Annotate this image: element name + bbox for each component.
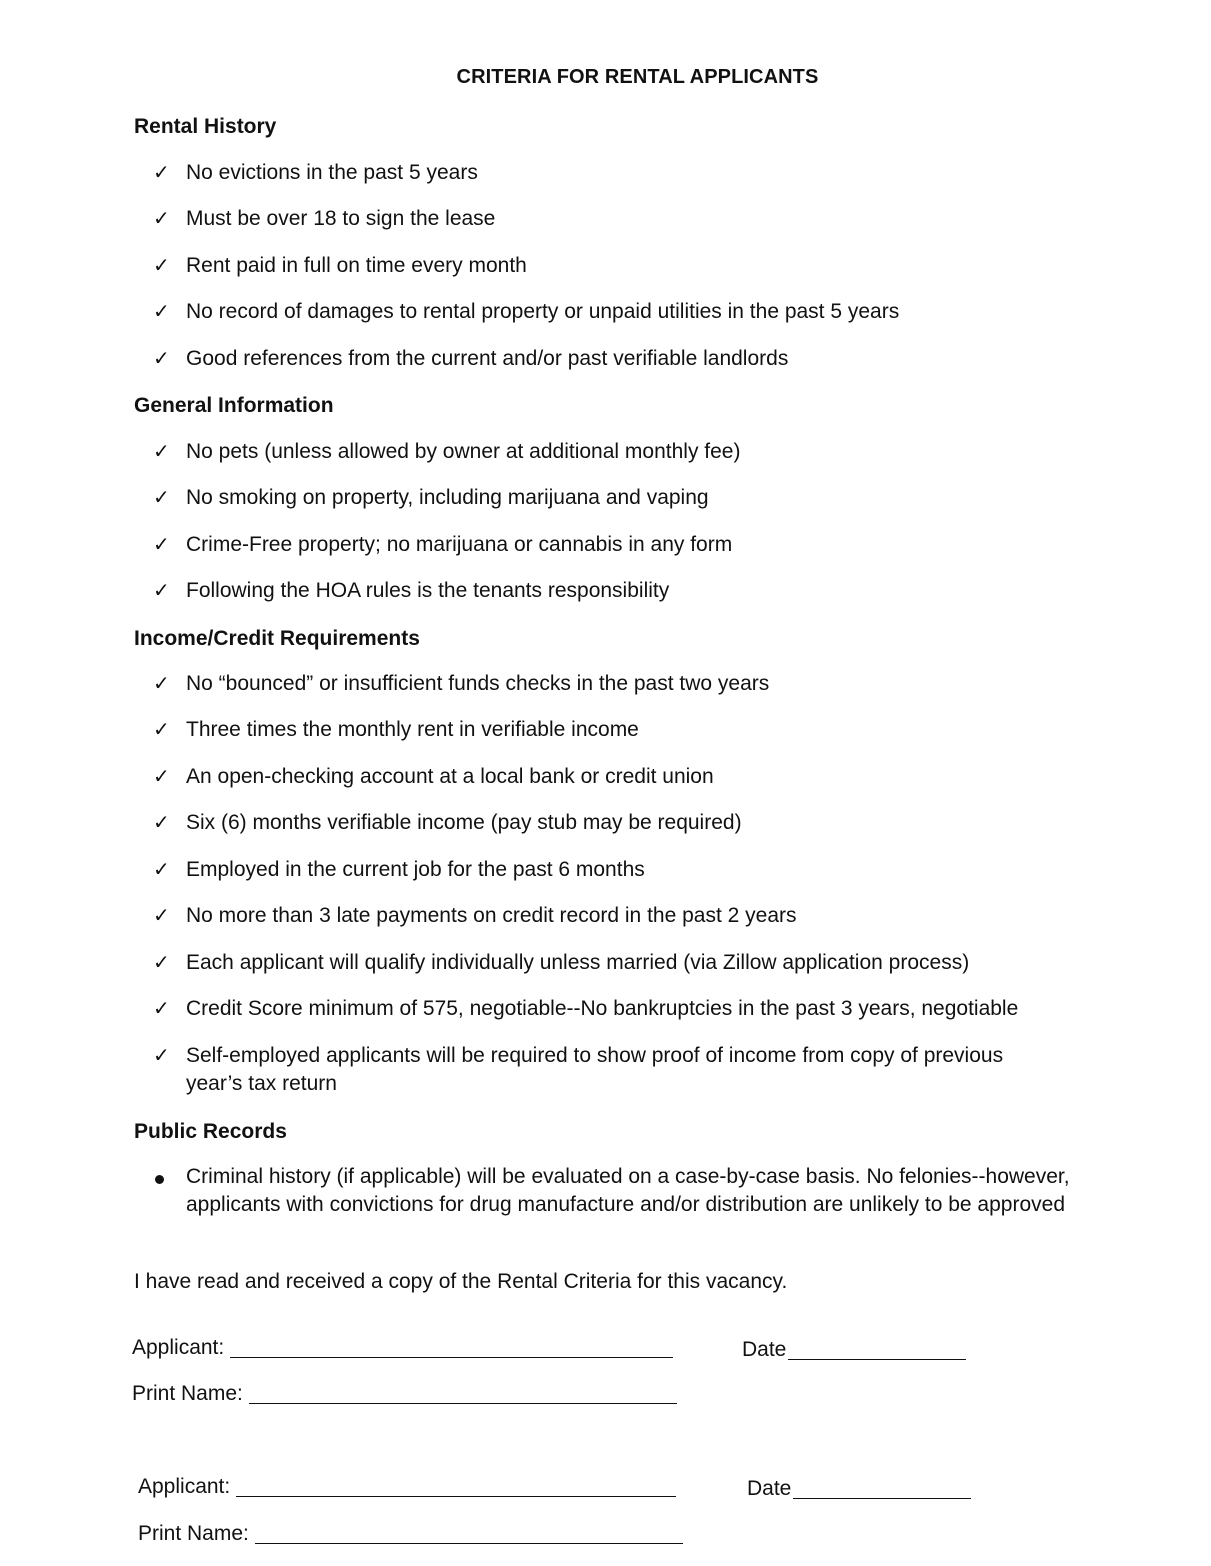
checkmark-icon: ✓ [153, 673, 170, 695]
checkmark-icon: ✓ [153, 441, 170, 463]
section-heading-rental-history: Rental History [134, 115, 277, 138]
list-item [153, 298, 1163, 326]
print-name-label: Print Name: [132, 1382, 243, 1405]
date-blank[interactable] [788, 1339, 966, 1360]
checkmark-icon: ✓ [153, 580, 170, 602]
checkmark-icon: ✓ [153, 905, 170, 927]
list-item-text: Employed in the current job for the past 6 months [186, 858, 645, 881]
list-item [153, 1042, 1053, 1098]
list-item [153, 531, 1163, 559]
print-name-line-2[interactable] [138, 1520, 683, 1548]
date-line-1[interactable] [742, 1336, 966, 1364]
print-name-line-1[interactable] [132, 1380, 677, 1408]
list-item [153, 763, 1163, 791]
list-item [153, 670, 1163, 698]
list-item-text: Following the HOA rules is the tenants responsibility [186, 579, 670, 602]
list-item-text: Three times the monthly rent in verifiable income [186, 718, 639, 741]
list-item [153, 159, 1163, 187]
section-heading-income-credit: Income/Credit Requirements [134, 627, 420, 650]
checkmark-icon: ✓ [153, 719, 170, 741]
list-item-text: No “bounced” or insufficient funds checks in the past two years [186, 672, 770, 695]
checkmark-icon: ✓ [153, 998, 170, 1020]
list-item [153, 438, 1163, 466]
list-item-text: Six (6) months verifiable income (pay stub may be required) [186, 811, 742, 834]
checkmark-icon: ✓ [153, 301, 170, 323]
list-item [153, 345, 1163, 373]
checkmark-icon: ✓ [153, 812, 170, 834]
list-item-text: Crime-Free property; no marijuana or cannabis in any form [186, 533, 733, 556]
applicant-label: Applicant: [132, 1336, 225, 1359]
list-item-text: Each applicant will qualify individually unless married (via Zillow application process) [186, 951, 970, 974]
section-heading-general-information: General Information [134, 394, 334, 417]
list-item-text: Rent paid in full on time every month [186, 254, 527, 277]
list-item [153, 252, 1163, 280]
list-item-text: Credit Score minimum of 575, negotiable--No bankruptcies in the past 3 years, negotiable [186, 997, 1019, 1020]
bullet-icon [155, 1175, 164, 1184]
date-label: Date [742, 1338, 787, 1361]
print-name-blank[interactable] [249, 1383, 677, 1404]
list-item [153, 995, 1163, 1023]
date-line-2[interactable] [747, 1475, 971, 1503]
list-item [153, 902, 1163, 930]
list-item [153, 205, 1163, 233]
document-title: CRITERIA FOR RENTAL APPLICANTS [456, 66, 819, 88]
list-item-text: No more than 3 late payments on credit record in the past 2 years [186, 904, 797, 927]
checkmark-icon: ✓ [153, 255, 170, 277]
signature-blank[interactable] [230, 1337, 673, 1358]
list-item-text: No evictions in the past 5 years [186, 161, 478, 184]
list-item [153, 949, 1163, 977]
list-item-text: Good references from the current and/or past verifiable landlords [186, 347, 789, 370]
list-item-text: Must be over 18 to sign the lease [186, 207, 496, 230]
checkmark-icon: ✓ [153, 348, 170, 370]
list-item [153, 1163, 1153, 1219]
date-blank[interactable] [793, 1478, 971, 1499]
date-label: Date [747, 1477, 792, 1500]
checkmark-icon: ✓ [153, 1045, 170, 1067]
checkmark-icon: ✓ [153, 952, 170, 974]
applicant-signature-line-2[interactable] [138, 1473, 676, 1501]
applicant-label: Applicant: [138, 1475, 231, 1498]
list-item-text: Criminal history (if applicable) will be evaluated on a case-by-case basis. No felonies--however, applicants with convictions for drug manufacture and/or distribution are unlikely to be approved [186, 1165, 1070, 1216]
applicant-signature-line-1[interactable] [132, 1334, 673, 1362]
list-item-text: No record of damages to rental property or unpaid utilities in the past 5 years [186, 300, 900, 323]
checkmark-icon: ✓ [153, 208, 170, 230]
checkmark-icon: ✓ [153, 766, 170, 788]
list-item [153, 809, 1163, 837]
checkmark-icon: ✓ [153, 534, 170, 556]
list-item-text: No smoking on property, including marijuana and vaping [186, 486, 709, 509]
checkmark-icon: ✓ [153, 487, 170, 509]
signature-blank[interactable] [236, 1476, 676, 1497]
print-name-blank[interactable] [255, 1523, 683, 1544]
list-item-text: Self-employed applicants will be required to show proof of income from copy of previous year’s tax return [186, 1044, 1004, 1095]
list-item [153, 577, 1163, 605]
list-item-text: An open-checking account at a local bank or credit union [186, 765, 714, 788]
list-item [153, 484, 1163, 512]
section-heading-public-records: Public Records [134, 1120, 287, 1143]
checkmark-icon: ✓ [153, 859, 170, 881]
list-item [153, 856, 1163, 884]
checkmark-icon: ✓ [153, 162, 170, 184]
list-item-text: No pets (unless allowed by owner at additional monthly fee) [186, 440, 741, 463]
acknowledgement-statement: I have read and received a copy of the Rental Criteria for this vacancy. [134, 1270, 788, 1293]
list-item [153, 716, 1163, 744]
print-name-label: Print Name: [138, 1522, 249, 1545]
